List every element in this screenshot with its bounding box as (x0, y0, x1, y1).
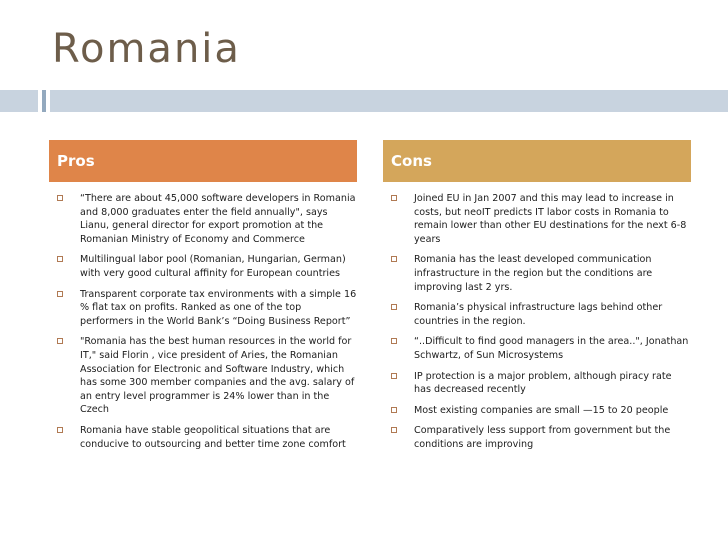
cons-item-text: Romania has the least developed communication infrastructure in the region but the conditions are improving last 2 yrs. (414, 254, 653, 293)
cons-item (391, 335, 691, 362)
pros-item (57, 288, 357, 329)
cons-item (391, 253, 691, 294)
pros-item-text: "Romania has the best human resources in the world for IT," said Florin , vice president of Aries, the Romanian Association for Electronic and Software Industry, which has some 300 member companies and the avg. salary of an entry level programmer is 24% lower than in the Czech (80, 336, 355, 416)
pros-item (57, 335, 357, 417)
cons-item (391, 404, 691, 418)
pros-header: Pros (49, 140, 357, 182)
square-bullet-icon (391, 256, 397, 262)
pros-item-text: Transparent corporate tax environments with a simple 16 % flat tax on profits. Ranked as one of the top performers in the World Bank’s “Doing Business Report” (80, 288, 357, 327)
cons-item (391, 370, 691, 397)
slide-title: Romania (52, 26, 241, 72)
cons-header: Cons (383, 140, 691, 182)
pros-item-text: Romania have stable geopolitical situations that are conducive to outsourcing and better time zone comfort (80, 424, 346, 450)
band-segment (50, 90, 728, 112)
cons-item-text: IP protection is a major problem, although piracy rate has decreased recently (414, 370, 672, 396)
square-bullet-icon (57, 291, 63, 297)
pros-item (57, 424, 357, 451)
square-bullet-icon (391, 407, 397, 413)
pros-item (57, 253, 357, 280)
square-bullet-icon (391, 427, 397, 433)
square-bullet-icon (57, 427, 63, 433)
square-bullet-icon (391, 338, 397, 344)
cons-item-text: Joined EU in Jan 2007 and this may lead to increase in costs, but neoIT predicts IT labor costs in Romania to remain lower than other EU destinations for the next 6-8 years (414, 193, 687, 245)
cons-item (391, 192, 691, 246)
cons-item (391, 424, 691, 451)
cons-item-text: Most existing companies are small —15 to 20 people (414, 404, 669, 416)
pros-item (57, 192, 357, 246)
pros-item-text: “There are about 45,000 software developers in Romania and 8,000 graduates enter the field annually", says Lianu, general director for export promotion at the Romanian Ministry of Economy and Commerce (80, 193, 356, 245)
square-bullet-icon (57, 195, 63, 201)
square-bullet-icon (391, 195, 397, 201)
pros-item-text: Multilingual labor pool (Romanian, Hungarian, German) with very good cultural affinity for European countries (80, 254, 346, 279)
pros-list (57, 192, 357, 458)
band-segment (0, 90, 38, 112)
square-bullet-icon (57, 338, 63, 344)
decorative-band (0, 90, 728, 112)
cons-item-text: “..Difficult to find good managers in the area..", Jonathan Schwartz, of Sun Microsystems (414, 336, 689, 361)
cons-item-text: Comparatively less support from government but the conditions are improving (414, 425, 671, 450)
square-bullet-icon (57, 256, 63, 262)
square-bullet-icon (391, 373, 397, 379)
square-bullet-icon (391, 304, 397, 310)
cons-item-text: Romania’s physical infrastructure lags behind other countries in the region. (414, 302, 663, 327)
cons-item (391, 301, 691, 328)
cons-list (391, 192, 691, 459)
